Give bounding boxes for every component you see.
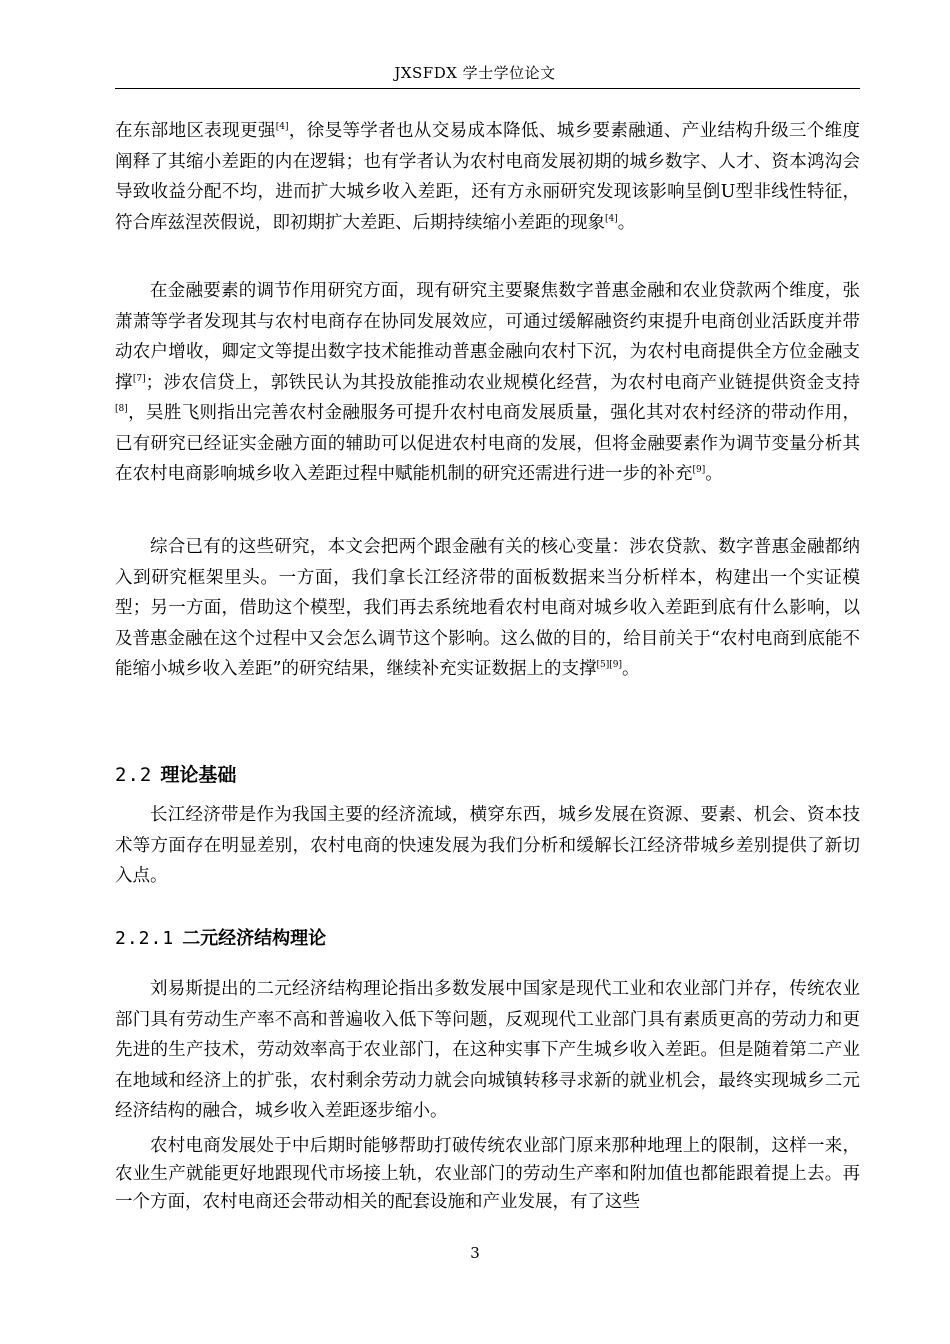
text: 在东部地区表现更强 [115, 121, 276, 141]
text: 在金融要素的调节作用研究方面，现有研究主要聚焦数字普惠金融和农业贷款两个维度，张萧萧等学者发现其与农村电商存在协同发展效应，可通过缓解融资约束提升电商创业活跃度并带动农户增收，卿定文等提出数字技术能推动普惠金融向农村下沉，为农村电商提供全方位金融支撑 [115, 281, 860, 393]
section-title: 二元经济结构理论 [182, 928, 327, 949]
paragraph-1 [115, 116, 860, 238]
section-heading-2-2 [115, 760, 236, 787]
paragraph-2 [115, 276, 860, 490]
section-heading-2-2-1 [115, 924, 326, 950]
citation: [5][9] [596, 660, 622, 670]
text: 。 [617, 212, 636, 233]
text: 综合已有的这些研究，本文会把两个跟金融有关的核心变量：涉农贷款、数字普惠金融都纳入到研究框架里头。一方面，我们拿长江经济带的面板数据来当分析样本，构建出一个实证模型；另一方面，借助这个模型，我们再去系统地看农村电商对城乡收入差距到底有什么影响，以及普惠金融在这个过程中又会怎么调节这个影响。这么做的目的，给目前关于“农村电商到底能不能缩小城乡收入差距”的研究结果，继续补充实证数据上的支撑 [115, 537, 860, 679]
citation: [4] [605, 213, 618, 224]
section-number: 2.2.1 [115, 928, 175, 949]
citation: [7] [132, 373, 146, 384]
paragraph-3 [115, 532, 860, 685]
text: 。 [705, 464, 723, 484]
text: ；涉农信贷上，郭铁民认为其投放能推动农业规模化经营，为农村电商产业链提供资金支持 [145, 372, 861, 393]
text: ，吴胜飞则指出完善农村金融服务可提升农村电商发展质量，强化其对农村经济的带动作用，已有研究已经证实金融方面的辅助可以促进农村电商的发展，但将金融要素作为调节变量分析其在农村电商影响城乡收入差距过程中赋能机制的研究还需进行进一步的补充 [115, 403, 860, 484]
section-title: 理论基础 [160, 764, 237, 786]
text: 长江经济带是作为我国主要的经济流域，横穿东西，城乡发展在资源、要素、机会、资本技术等方面存在明显差别，农村电商的快速发展为我们分析和缓解长江经济带城乡差别提供了新切入点。 [115, 805, 860, 886]
text: 农村电商发展处于中后期时能够帮助打破传统农业部门原来那种地理上的限制，这样一来，农业生产就能更好地跟现代市场接上轨，农业部门的劳动生产率和附加值也都能跟着提上去。再一个方面，农村电商还会带动相关的配套设施和产业发展，有了这些 [115, 1136, 860, 1212]
citation: [8] [115, 404, 128, 414]
citation: [4] [275, 122, 289, 132]
text: 。 [621, 659, 640, 679]
section-number: 2.2 [115, 764, 153, 786]
paragraph-4 [115, 800, 860, 892]
page-number: 3 [470, 1244, 480, 1262]
text: 刘易斯提出的二元经济结构理论指出多数发展中国家是现代工业和农业部门并存，传统农业部门具有劳动生产率不高和普遍收入低下等问题，反观现代工业部门具有素质更高的劳动力和更先进的生产技术，劳动效率高于农业部门，在这种实事下产生城乡收入差距。但是随着第二产业在地域和经济上的扩张，农村剩余劳动力就会向城镇转移寻求新的就业机会，最终实现城乡二元经济结构的融合，城乡收入差距逐步缩小。 [115, 979, 860, 1121]
paragraph-6 [115, 1132, 860, 1216]
header-rule [115, 88, 860, 89]
running-header: JXSFDX 学士学位论文 [394, 64, 556, 82]
citation: [9] [692, 465, 706, 475]
paragraph-5 [115, 974, 860, 1127]
text: ，徐旻等学者也从交易成本降低、城乡要素融通、产业结构升级三个维度阐释了其缩小差距的内在逻辑；也有学者认为农村电商发展初期的城乡数字、人才、资本鸿沟会导致收益分配不均，进而扩大城乡收入差距，还有方永丽研究发现该影响呈倒U型非线性特征，符合库兹涅茨假说，即初期扩大差距、后期持续缩小差距的现象 [115, 121, 861, 233]
